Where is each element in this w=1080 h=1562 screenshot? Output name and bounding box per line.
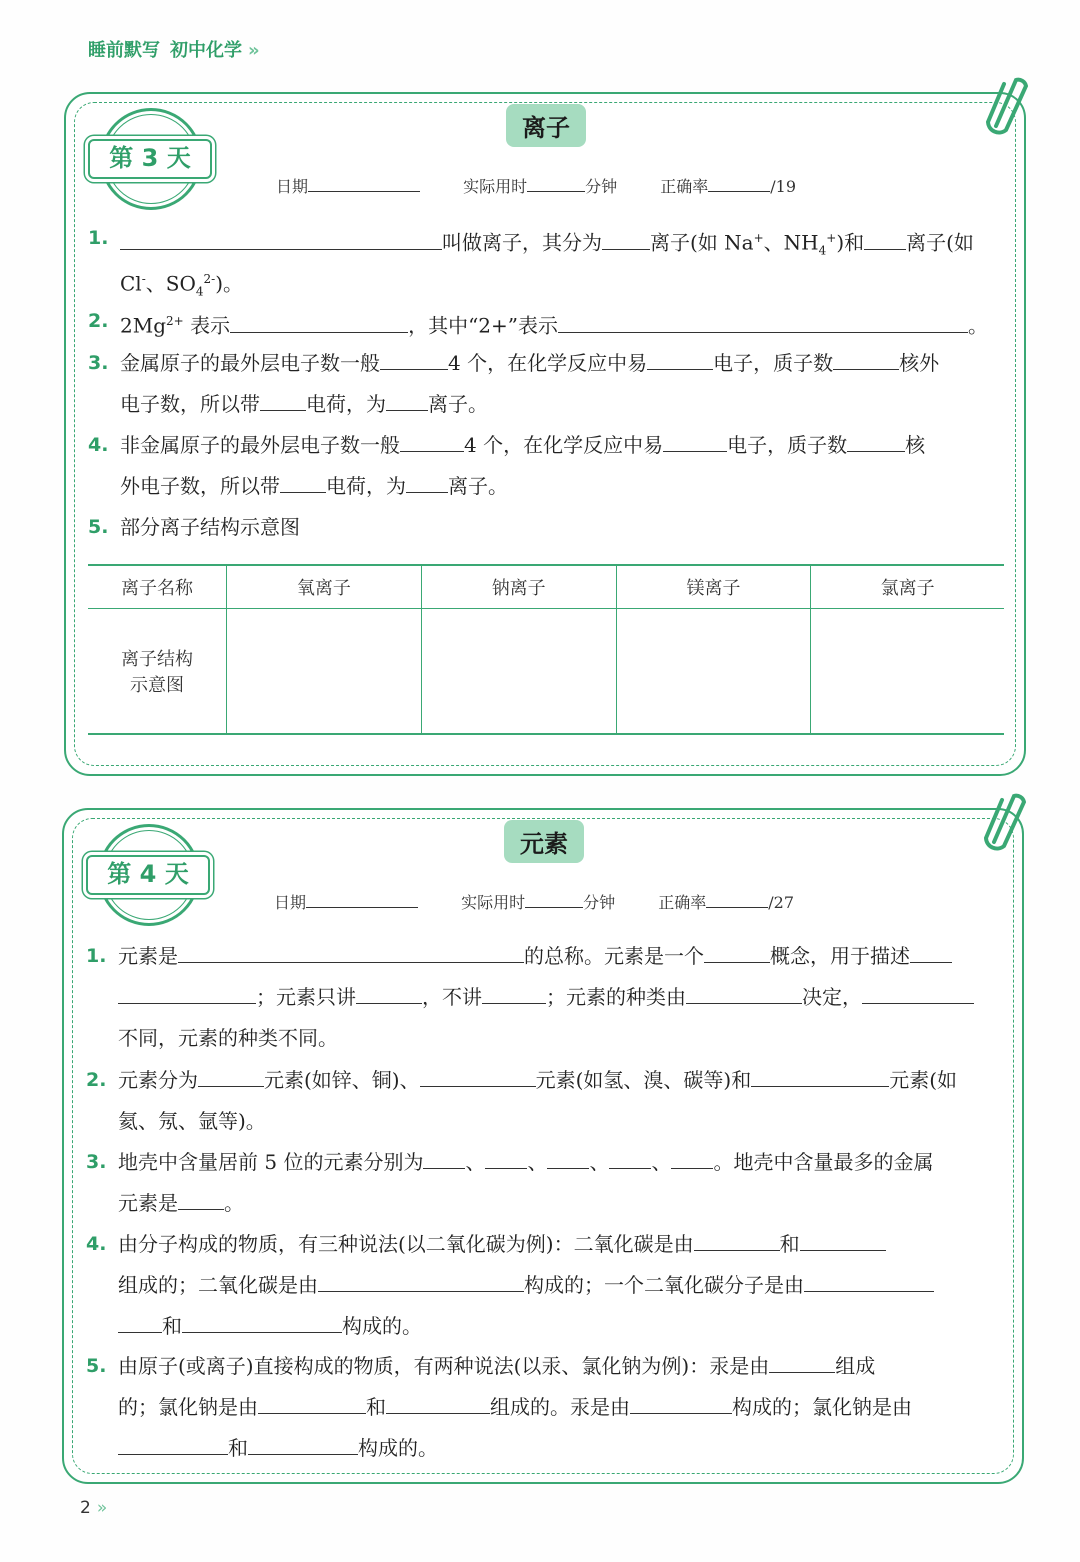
day3-badge [88,108,206,212]
table-row-label: 离子结构 示意图 [88,609,227,735]
ion-structure-table [88,564,1004,735]
day4-card: 元素 第 4 天 日期 实际用时 分钟 正确率 /27 1. 元素是 的总称。元素是一个 概念，用于描述 ；元素只讲 ，不讲 ；元素的种类由 决定， 不同，元素的种类不同。 2. 元素分为 元素(如锌、铜)、 元素(如氢、溴、碳等)和 元素(如 氦、氖、氩等)。 3. 地壳中含量居前 5 位的元素分别为 、 、 、 、 。地壳中含量最多的金属 元素是 。 4. 由分子构成的物质，有三种说法(以二氧化碳为例)：二氧化碳是由 和 组成的；二氧化碳是由 构成的；一个二氧化碳分子是由 和 构成的。 5. 由原子(或离子)直接构成的物质，有两种说法(以汞、氯化钠为例)：汞是由 组成 的；氯化钠是由 和 组成的。汞是由 构成的；氯化钠是由 和 构成的。 [62,808,1024,1484]
book-title: 睡前默写 [88,40,160,61]
time-unit: 分钟 [585,177,618,196]
answer-cell[interactable] [421,609,616,735]
double-chevron-icon: » [248,40,260,61]
paperclip-icon [982,66,1028,136]
double-chevron-icon: » [96,1498,108,1518]
answer-cell[interactable] [811,609,1004,735]
table-header-label: 离子名称 [88,565,227,609]
page-number: 2 [80,1498,91,1518]
date-label: 日期 [276,177,309,196]
date-blank[interactable] [308,174,420,192]
time-blank[interactable] [525,890,583,908]
ion-magnesium: 镁离子 [616,565,811,609]
time-label: 实际用时 [463,177,528,196]
paperclip-icon [980,782,1026,852]
ion-oxygen: 氧离子 [227,565,422,609]
rate-label: 正确率 [660,177,709,196]
book-subtitle: 初中化学 [170,40,242,61]
day3-card: 离子 第 3 天 日期 实际用时 分钟 正确率 /19 1. 叫做离子，其分为 离子(如 Na+、$NH_4^+$)和 离子(如 Cl-、$SO_4^{2-}$)。 2. $2Mg^{2+}$ 表示 ，其中“2+”表示 。 3. 金属原子的最外层电子数一般 4 个，在化学反应中易 电子，质子数 核外 电子数，所以带 电荷，为 离子。 4. 非金属原子的最外层电子数一般 4 个，在化学反应中易 电子，质子数 核 外电子数，所以带 电荷，为 离子。 5. 部分离子结构示意图 离子名称 氧离子 钠离子 镁离子 氯离子 离子结构 示意图 [64,92,1026,776]
day3-meta [276,174,796,197]
time-blank[interactable] [527,174,585,192]
ion-chlorine: 氯离子 [811,565,1004,609]
book-header [88,36,260,62]
day3-topic: 离子 [506,104,586,147]
day4-badge-label: 第 4 天 [86,855,210,895]
rate-total: /19 [770,177,796,196]
day4-topic: 元素 [504,820,584,863]
rate-blank[interactable] [708,174,770,192]
rate-blank[interactable] [706,890,768,908]
page-footer [80,1498,107,1518]
answer-cell[interactable] [616,609,811,735]
ion-sodium: 钠离子 [421,565,616,609]
date-blank[interactable] [306,890,418,908]
day4-badge [86,824,204,928]
day3-badge-label: 第 3 天 [88,139,212,179]
day4-meta: 日期 实际用时 分钟 正确率 /27 [274,890,794,913]
answer-cell[interactable] [227,609,422,735]
